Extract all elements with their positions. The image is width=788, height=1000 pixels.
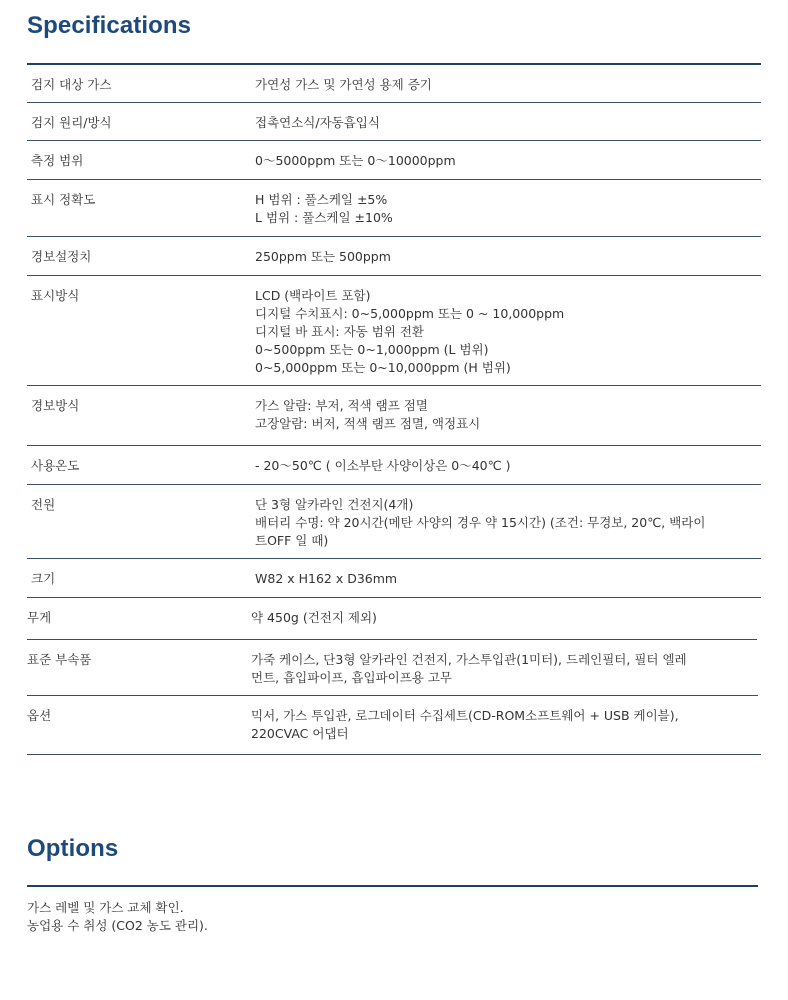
spec-label: 표시방식 <box>31 288 80 303</box>
spec-row <box>27 446 761 485</box>
spec-label: 검지 원리/방식 <box>31 115 112 130</box>
spec-row <box>27 276 761 386</box>
specifications-table <box>27 65 761 755</box>
options-body <box>27 899 208 935</box>
spec-value-line: 220CVAC 어댑터 <box>251 726 349 741</box>
spec-label: 표준 부속품 <box>27 652 92 667</box>
spec-value-line: 트OFF 일 때) <box>255 533 329 548</box>
spec-value-line: 약 450g (건전지 제외) <box>251 610 377 625</box>
spec-label: 사용온도 <box>31 458 80 473</box>
spec-row <box>27 237 761 276</box>
spec-value-line: 가죽 케이스, 단3형 알카라인 건전지, 가스투입관(1미터), 드레인필터, 필터 엘레 <box>251 652 687 667</box>
spec-value <box>251 609 759 627</box>
spec-row <box>27 485 761 559</box>
spec-label: 크기 <box>31 571 56 586</box>
spec-value <box>255 570 763 588</box>
spec-label: 경보설정치 <box>31 249 92 264</box>
spec-value-line: 접촉연소식/자동흡입식 <box>255 115 380 130</box>
spec-value <box>255 152 763 170</box>
spec-value-line: 고장알람: 버저, 적색 램프 점멸, 액정표시 <box>255 416 481 431</box>
spec-value <box>255 287 763 377</box>
options-line: 가스 레벨 및 가스 교체 확인. <box>27 900 184 915</box>
spec-row <box>27 559 761 598</box>
spec-row <box>27 386 761 446</box>
spec-value-line: L 범위 : 풀스케일 ±10% <box>255 210 393 225</box>
spec-value-line: 0～5000ppm 또는 0～10000ppm <box>255 153 456 168</box>
spec-value-line: H 범위 : 풀스케일 ±5% <box>255 192 388 207</box>
spec-label: 전원 <box>31 497 56 512</box>
spec-label: 옵션 <box>27 708 52 723</box>
spec-value-line: LCD (백라이트 포함) <box>255 288 371 303</box>
spec-value-line: 가연성 가스 및 가연성 용제 증기 <box>255 77 432 92</box>
spec-value-line: 0~5,000ppm 또는 0~10,000ppm (H 범위) <box>255 360 511 375</box>
spec-value-line: 0~500ppm 또는 0~1,000ppm (L 범위) <box>255 342 489 357</box>
spec-value-line: W82 x H162 x D36mm <box>255 571 398 586</box>
spec-value <box>255 457 763 475</box>
spec-value-line: 단 3형 알카라인 건전지(4개) <box>255 497 414 512</box>
spec-value-line: 디지털 바 표시: 자동 범위 전환 <box>255 324 424 339</box>
spec-value <box>255 496 763 550</box>
spec-value <box>255 76 763 94</box>
spec-value-line: 디지털 수치표시: 0~5,000ppm 또는 0 ~ 10,000ppm <box>255 306 565 321</box>
spec-row <box>27 103 761 141</box>
spec-label: 경보방식 <box>31 398 80 413</box>
spec-value-line: 믹서, 가스 투입관, 로그데이터 수집세트(CD-ROM소프트웨어 + USB 케이블), <box>251 708 679 723</box>
options-line: 농업용 수 취성 (CO2 농도 관리). <box>27 918 208 933</box>
options-title: Options <box>27 835 119 862</box>
spec-value-line: 가스 알람: 부저, 적색 램프 점멸 <box>255 398 428 413</box>
spec-label: 표시 정확도 <box>31 192 96 207</box>
spec-row <box>27 141 761 180</box>
spec-row <box>27 65 761 103</box>
spec-value-line: 250ppm 또는 500ppm <box>255 249 391 264</box>
spec-row <box>27 180 761 237</box>
spec-label: 검지 대상 가스 <box>31 77 112 92</box>
spec-value-line: 배터리 수명: 약 20시간(메탄 사양의 경우 약 15시간) (조건: 무경보, 20℃, 백라이 <box>255 515 706 530</box>
spec-value-line: 먼트, 흡입파이프, 흡입파이프용 고무 <box>251 670 452 685</box>
spec-label: 측정 범위 <box>31 153 84 168</box>
spec-row <box>27 696 761 755</box>
spec-row <box>27 640 758 696</box>
spec-value <box>255 191 763 227</box>
spec-value <box>255 114 763 132</box>
spec-value <box>251 707 759 743</box>
spec-value <box>251 651 759 687</box>
specifications-title: Specifications <box>27 12 192 39</box>
options-top-rule <box>27 885 758 887</box>
spec-row <box>27 598 757 640</box>
spec-value <box>255 397 763 433</box>
spec-value-line: - 20～50℃ ( 이소부탄 사양이상은 0～40℃ ) <box>255 458 511 473</box>
spec-value <box>255 248 763 266</box>
spec-label: 무게 <box>27 610 52 625</box>
